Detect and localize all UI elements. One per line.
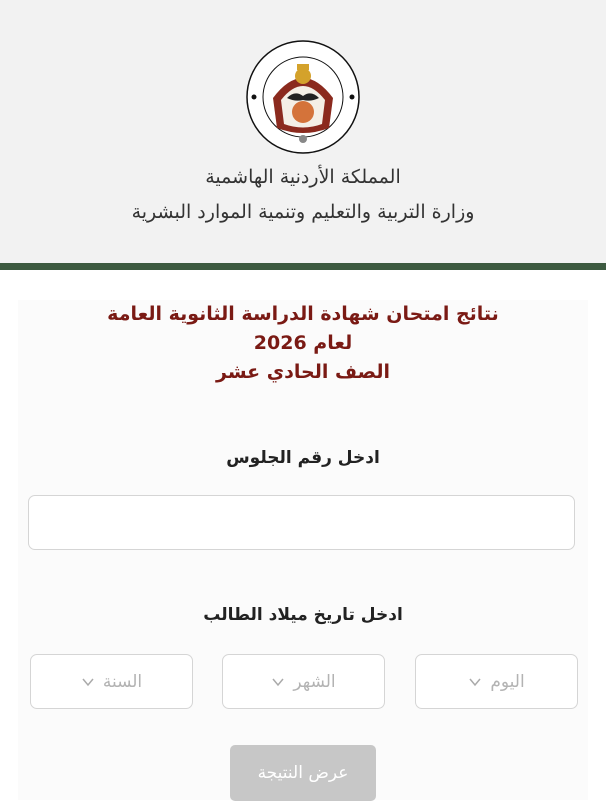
chevron-down-icon	[468, 675, 482, 689]
seat-number-label: ادخل رقم الجلوس	[226, 448, 380, 468]
results-title: نتائج امتحان شهادة الدراسة الثانوية العامة	[107, 303, 499, 325]
month-select-placeholder: الشهر	[293, 671, 336, 692]
birthdate-label: ادخل تاريخ ميلاد الطالب	[203, 605, 403, 625]
results-form-panel	[18, 300, 588, 800]
results-titles	[18, 300, 588, 387]
chevron-down-icon	[81, 675, 95, 689]
seat-number-input[interactable]	[28, 495, 575, 550]
month-select[interactable]	[222, 654, 385, 709]
jordan-emblem	[237, 38, 369, 156]
results-year: لعام 2026	[253, 332, 353, 354]
day-select[interactable]	[415, 654, 578, 709]
page-header	[0, 0, 606, 270]
year-select-placeholder: السنة	[102, 671, 143, 692]
results-grade: الصف الحادي عشر	[216, 361, 390, 383]
day-select-placeholder: اليوم	[490, 671, 525, 692]
chevron-down-icon	[271, 675, 285, 689]
show-result-button[interactable]: عرض النتيجة	[230, 745, 376, 801]
year-select[interactable]	[30, 654, 193, 709]
kingdom-name: المملكة الأردنية الهاشمية	[205, 166, 401, 188]
ministry-name: وزارة التربية والتعليم وتنمية الموارد البشرية	[131, 201, 475, 223]
